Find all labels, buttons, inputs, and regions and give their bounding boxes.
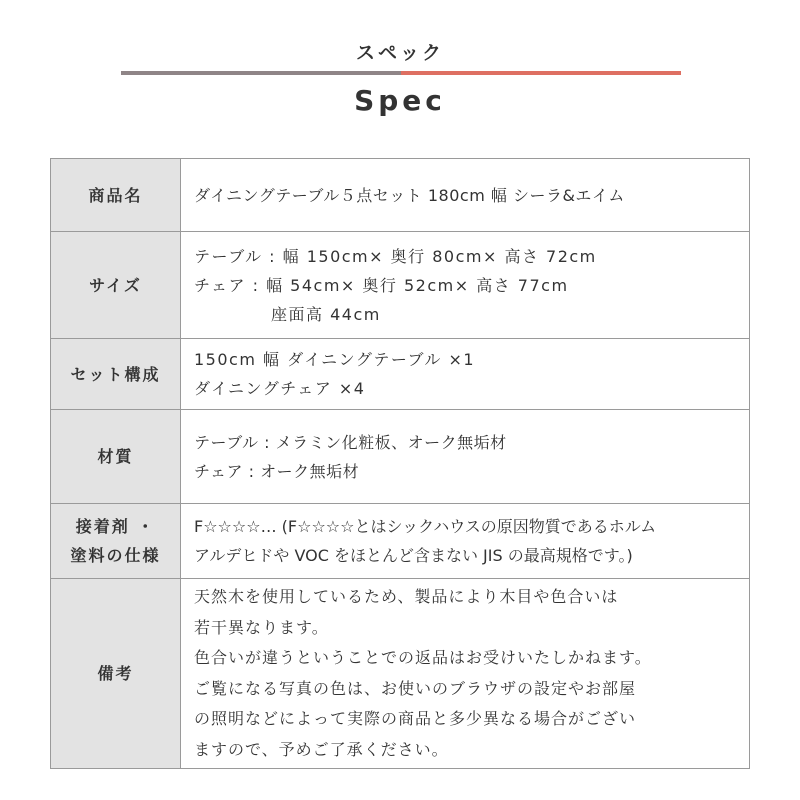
spec-value-text: 天然木を使用しているため、製品により木目や色合いは xyxy=(194,587,619,606)
spec-value-text: ますので、予めご了承ください。 xyxy=(194,739,449,759)
spec-row-remarks xyxy=(51,579,750,769)
spec-label-text: 接着剤 ・ xyxy=(75,517,156,536)
spec-row-size xyxy=(51,232,750,339)
spec-value-text: F☆☆☆☆… (F☆☆☆☆とはシックハウスの原因物質であるホルム xyxy=(194,517,657,536)
spec-value-text: チェア : オーク無垢材 xyxy=(194,461,360,481)
spec-value-product-name xyxy=(181,159,750,232)
spec-label-text: 備考 xyxy=(97,664,134,683)
spec-label-size xyxy=(51,232,181,339)
spec-label-adhesive xyxy=(51,504,181,579)
spec-row-material xyxy=(51,410,750,504)
spec-value-text: 150cm 幅 ダイニングテーブル ×1 xyxy=(194,350,476,369)
spec-label-remarks xyxy=(51,579,181,769)
section-title-jp: スペック xyxy=(355,42,444,64)
spec-value-adhesive xyxy=(181,504,750,579)
spec-value-text: ダイニングチェア ×4 xyxy=(194,379,366,398)
spec-value-text: テーブル : メラミン化粧板、オーク無垢材 xyxy=(194,432,507,452)
spec-table xyxy=(50,158,750,769)
spec-value-material xyxy=(181,410,750,504)
spec-label-product-name xyxy=(51,159,181,232)
spec-value-text: テーブル : 幅 150cm× 奥行 80cm× 高さ 72cm xyxy=(194,246,597,266)
spec-label-material xyxy=(51,410,181,504)
spec-value-set-contents xyxy=(181,339,750,410)
section-title-en: Spec xyxy=(354,84,446,117)
spec-label-text: サイズ xyxy=(89,275,142,295)
spec-label-text: 塗料の仕様 xyxy=(70,546,161,565)
spec-value-text: ダイニングテーブル５点セット 180cm 幅 シーラ&エイム xyxy=(194,185,625,205)
spec-label-text: セット構成 xyxy=(70,364,161,384)
spec-value-text: 若干異なります。 xyxy=(194,617,329,637)
spec-value-text: ご覧になる写真の色は、お使いのブラウザの設定やお部屋 xyxy=(194,678,637,698)
spec-value-remarks xyxy=(181,579,750,769)
spec-row-adhesive xyxy=(51,504,750,579)
title-divider-right xyxy=(401,71,681,75)
spec-row-set-contents xyxy=(51,339,750,410)
spec-value-text: の照明などによって実際の商品と多少異なる場合がござい xyxy=(194,709,637,728)
spec-label-set-contents xyxy=(51,339,181,410)
spec-value-text: 色合いが違うということでの返品はお受けいたしかねます。 xyxy=(194,648,652,667)
spec-value-text: 座面高 44cm xyxy=(271,304,381,324)
spec-label-text: 商品名 xyxy=(88,185,143,205)
spec-row-product-name xyxy=(51,159,750,232)
title-divider-left xyxy=(121,71,401,75)
spec-value-text: チェア : 幅 54cm× 奥行 52cm× 高さ 77cm xyxy=(194,275,569,295)
spec-value-size xyxy=(181,232,750,339)
spec-value-text: アルデヒドや VOC をほとんど含まない JIS の最高規格です。) xyxy=(194,546,633,565)
spec-label-text: 材質 xyxy=(97,447,134,466)
